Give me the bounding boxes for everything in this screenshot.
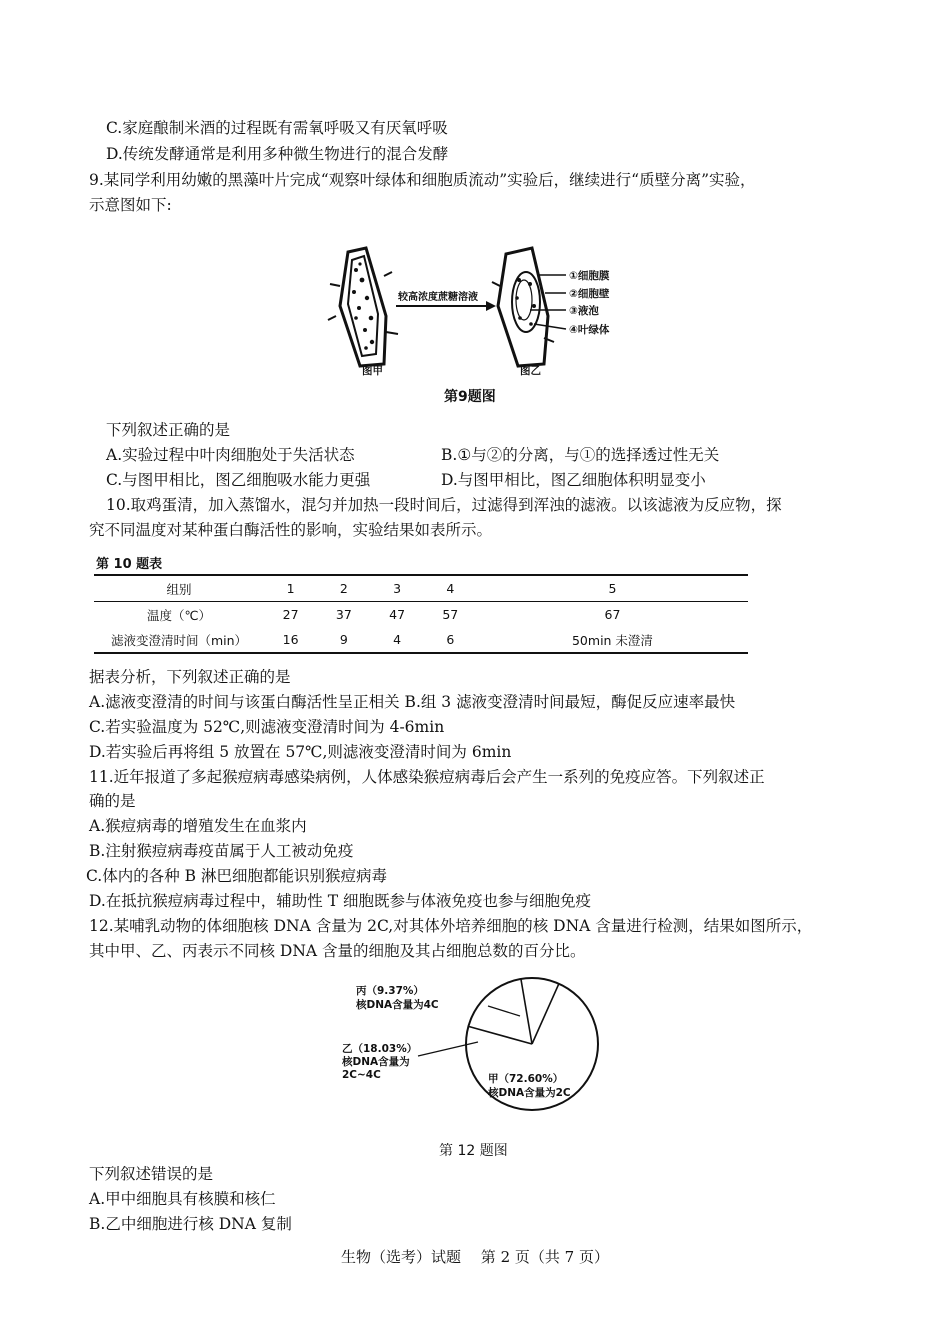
table-cell: 50min 未澄清 <box>477 627 748 653</box>
slice-sub2-yi: 2C~4C <box>342 1069 381 1081</box>
q10-option-a-b: A.滤液变澄清的时间与该蛋白酶活性呈正相关 B.组 3 滤液变澄清时间最短，酶促反应速率最快 <box>89 693 736 711</box>
table-row <box>94 602 748 628</box>
label-figure-b: 图乙 <box>520 365 541 377</box>
table-cell: 47 <box>389 607 406 622</box>
table-cell: 16 <box>264 627 317 653</box>
q10-stem-line-2: 究不同温度对某种蛋白酶活性的影响，实验结果如表所示。 <box>89 521 493 539</box>
cell-b <box>492 248 554 366</box>
q10-stem-line-1: 10.取鸡蛋清，加入蒸馏水，混匀并加热一段时间后，过滤得到浑浊的滤液。以该滤液为反应物，探 <box>106 496 782 514</box>
q12-lead: 下列叙述错误的是 <box>89 1165 214 1183</box>
table-header-cell: 5 <box>477 575 748 602</box>
q12-figure-caption: 第 12 题图 <box>439 1143 508 1159</box>
page-footer: 生物（选考）试题 第 2 页（共 7 页） <box>341 1248 609 1266</box>
table-cell: 6 <box>424 627 477 653</box>
q12-option-b: B.乙中细胞进行核 DNA 复制 <box>89 1215 292 1233</box>
slice-label-jia: 甲（72.60%） <box>488 1073 564 1085</box>
slice-sub-bing: 核DNA含量为4C <box>356 999 439 1011</box>
q9-stem-line-2: 示意图如下: <box>89 196 172 214</box>
label-figure-a: 图甲 <box>362 365 383 377</box>
q9-option-d: D.与图甲相比，图乙细胞体积明显变小 <box>441 471 706 489</box>
table-cell: 37 <box>335 607 352 622</box>
q9-figure-caption: 第9题图 <box>444 389 496 405</box>
q8-option-c: C.家庭酿制米酒的过程既有需氧呼吸又有厌氧呼吸 <box>106 119 448 137</box>
q11-option-a: A.猴痘病毒的增殖发生在血浆内 <box>89 817 307 835</box>
q10-table <box>94 574 748 654</box>
part-label-3: ③液泡 <box>569 305 599 317</box>
table-header-cell: 4 <box>424 575 477 602</box>
table-cell: 67 <box>604 607 621 622</box>
table-header-cell: 1 <box>264 575 317 602</box>
table-cell: 57 <box>442 607 459 622</box>
q9-stem-line-1: 9.某同学利用幼嫩的黑藻叶片完成“观察叶绿体和细胞质流动”实验后，继续进行“质壁分离”实验， <box>89 171 756 189</box>
q9-option-c: C.与图甲相比，图乙细胞吸水能力更强 <box>106 471 371 489</box>
q9-figure <box>326 246 636 378</box>
q12-stem-line-2: 其中甲、乙、丙表示不同核 DNA 含量的细胞及其占细胞总数的百分比。 <box>89 942 586 960</box>
slice-label-yi: 乙（18.03%） <box>342 1043 418 1055</box>
q11-option-b: B.注射猴痘病毒疫苗属于人工被动免疫 <box>89 842 354 860</box>
table-header-cell: 组别 <box>94 575 264 602</box>
q9-lead: 下列叙述正确的是 <box>106 421 231 439</box>
q10-option-c: C.若实验温度为 52℃,则滤液变澄清时间为 4-6min <box>89 718 445 736</box>
q11-stem-line-1: 11.近年报道了多起猴痘病毒感染病例，人体感染猴痘病毒后会产生一系列的免疫应答。下列叙述正 <box>89 768 765 786</box>
table-cell: 27 <box>282 607 299 622</box>
q8-option-d: D.传统发酵通常是利用多种微生物进行的混合发酵 <box>106 145 449 163</box>
part-label-4: ④叶绿体 <box>569 324 610 336</box>
q9-option-a: A.实验过程中叶肉细胞处于失活状态 <box>106 446 355 464</box>
table-row <box>94 627 748 653</box>
q10-option-d: D.若实验后再将组 5 放置在 57℃,则滤液变澄清时间为 6min <box>89 743 512 761</box>
slice-sub-yi: 核DNA含量为 <box>342 1056 410 1068</box>
slice-label-bing: 丙（9.37%） <box>356 985 424 997</box>
q12-option-a: A.甲中细胞具有核膜和核仁 <box>89 1190 276 1208</box>
part-label-2: ②细胞壁 <box>569 288 610 300</box>
table-cell: 4 <box>370 627 423 653</box>
q12-pie-chart <box>338 976 614 1134</box>
q11-option-d: D.在抵抗猴痘病毒过程中，辅助性 T 细胞既参与体液免疫也参与细胞免疫 <box>89 892 591 910</box>
part-label-1: ①细胞膜 <box>569 270 610 282</box>
arrow-label: 较高浓度蔗糖溶液 <box>398 292 478 303</box>
q11-stem-line-2: 确的是 <box>89 792 136 810</box>
table-cell: 温度（℃） <box>146 607 212 623</box>
q11-option-c: C.体内的各种 B 淋巴细胞都能识别猴痘病毒 <box>86 867 387 885</box>
table-cell: 9 <box>317 627 370 653</box>
q9-option-b: B.①与②的分离，与①的选择透过性无关 <box>441 446 720 464</box>
q10-table-title: 第 10 题表 <box>96 557 163 572</box>
table-header-cell: 2 <box>317 575 370 602</box>
q10-lead: 据表分析，下列叙述正确的是 <box>89 668 291 686</box>
q12-stem-line-1: 12.某哺乳动物的体细胞核 DNA 含量为 2C,对其体外培养细胞的核 DNA 含量进行检测，结果如图所示， <box>89 917 813 935</box>
table-header-row <box>94 575 748 602</box>
slice-sub-jia: 核DNA含量为2C <box>488 1087 571 1099</box>
table-cell: 滤液变澄清时间（min） <box>94 627 264 653</box>
table-header-cell: 3 <box>370 575 423 602</box>
cell-a <box>328 248 398 366</box>
